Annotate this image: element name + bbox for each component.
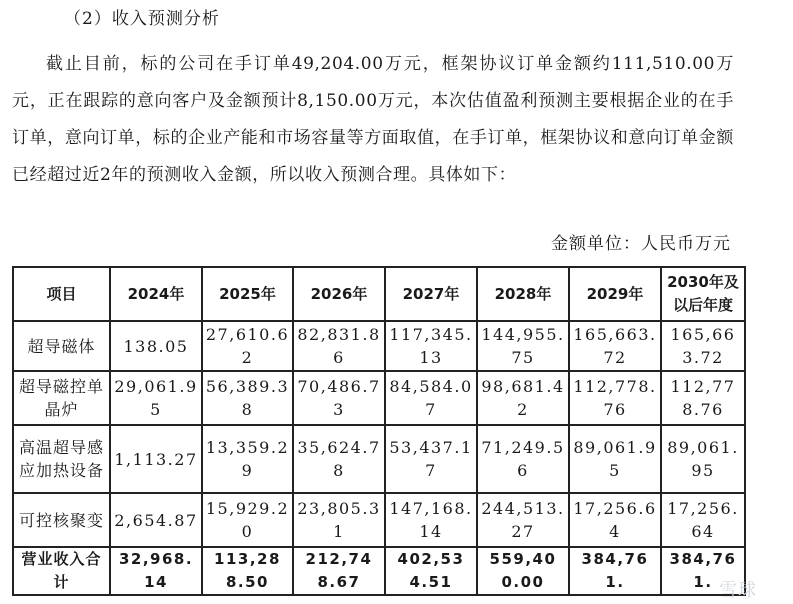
analysis-paragraph: 截止目前，标的公司在手订单49,204.00万元，框架协议订单金额约111,510.00万元，正在跟踪的意向客户及金额预计8,150.00万元，本次估值盈利预测主要根据企业的在手订单，意向订单，标的企业产能和市场容量等方面取值，在手订单，框架协议和意向订单金额已经超过近2年的预测收入金额，所以收入预测合理。具体如下： <box>12 54 734 185</box>
watermark: 雪球 <box>719 580 757 601</box>
row-label: 超导磁控单晶炉 <box>13 371 110 425</box>
header-2024: 2024年 <box>110 267 202 321</box>
table-cell: 112,778.76 <box>569 371 661 425</box>
table-cell: 147,168.14 <box>385 493 477 547</box>
table-row <box>13 371 745 425</box>
table-cell: 112,778.76 <box>661 371 745 425</box>
table-cell: 70,486.73 <box>293 371 385 425</box>
unit-label: 金额单位：人民币万元 <box>551 234 731 254</box>
table-cell: 402,534.51 <box>385 547 477 595</box>
section-heading: （2）收入预测分析 <box>64 9 220 29</box>
table-cell: 98,681.42 <box>477 371 569 425</box>
header-2030-onward: 2030年及以后年度 <box>661 267 745 321</box>
table-row <box>13 493 745 547</box>
table-cell: 35,624.78 <box>293 425 385 493</box>
table-cell: 84,584.07 <box>385 371 477 425</box>
header-2029: 2029年 <box>569 267 661 321</box>
table-cell: 27,610.62 <box>202 321 293 371</box>
table-cell: 2,654.87 <box>110 493 202 547</box>
table-cell: 113,288.50 <box>202 547 293 595</box>
table-cell: 138.05 <box>110 321 202 371</box>
table-cell: 212,748.67 <box>293 547 385 595</box>
table-cell: 89,061.95 <box>661 425 745 493</box>
table-cell: 32,968.14 <box>110 547 202 595</box>
row-label: 超导磁体 <box>13 321 110 371</box>
table-cell: 244,513.27 <box>477 493 569 547</box>
table-cell: 15,929.20 <box>202 493 293 547</box>
table-row <box>13 425 745 493</box>
table-row-total <box>13 547 745 595</box>
header-2028: 2028年 <box>477 267 569 321</box>
table-cell: 165,663.72 <box>661 321 745 371</box>
row-label: 可控核聚变 <box>13 493 110 547</box>
table-cell: 82,831.86 <box>293 321 385 371</box>
table-header-row <box>13 267 745 321</box>
table-cell: 71,249.56 <box>477 425 569 493</box>
table-cell: 23,805.31 <box>293 493 385 547</box>
table-cell: 117,345.13 <box>385 321 477 371</box>
table-cell: 1,113.27 <box>110 425 202 493</box>
table-cell: 13,359.29 <box>202 425 293 493</box>
table-cell: 559,400.00 <box>477 547 569 595</box>
table-cell: 29,061.95 <box>110 371 202 425</box>
table-cell: 17,256.64 <box>661 493 745 547</box>
table-row <box>13 321 745 371</box>
header-2027: 2027年 <box>385 267 477 321</box>
table-cell: 165,663.72 <box>569 321 661 371</box>
table-cell: 384,761. <box>569 547 661 595</box>
header-item: 项目 <box>13 267 110 321</box>
header-2026: 2026年 <box>293 267 385 321</box>
table-cell: 89,061.95 <box>569 425 661 493</box>
table-cell: 144,955.75 <box>477 321 569 371</box>
table-cell: 53,437.17 <box>385 425 477 493</box>
revenue-forecast-table <box>12 266 746 596</box>
table-cell: 56,389.38 <box>202 371 293 425</box>
header-2025: 2025年 <box>202 267 293 321</box>
row-label: 高温超导感应加热设备 <box>13 425 110 493</box>
row-label: 营业收入合计 <box>13 547 110 595</box>
table-cell: 17,256.64 <box>569 493 661 547</box>
table-cell: 384,761. <box>661 547 745 595</box>
